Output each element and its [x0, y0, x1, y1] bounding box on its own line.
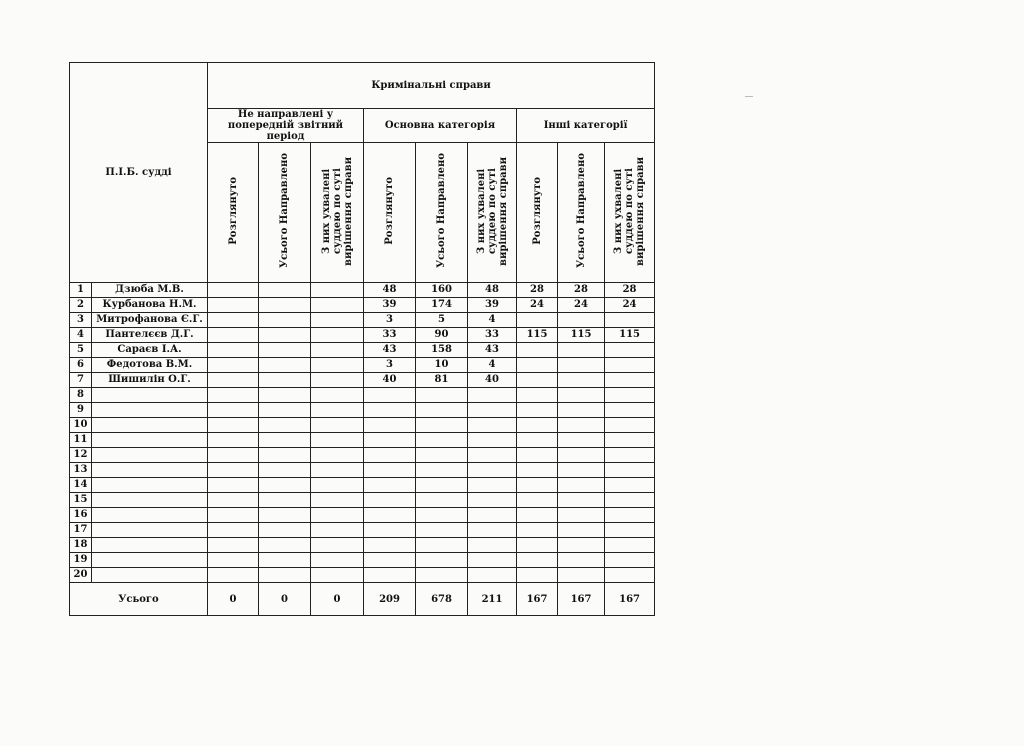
total-cell: 678 [416, 583, 468, 616]
table-cell [208, 553, 259, 568]
table-cell [517, 493, 558, 508]
table-cell [605, 403, 655, 418]
row-number: 18 [70, 538, 92, 553]
table-row [70, 313, 655, 328]
subcolumn-label: З них ухвалені суддею по суті вирішення справи [320, 156, 354, 266]
table-row [70, 433, 655, 448]
table-cell [311, 388, 364, 403]
judge-name: Митрофанова Є.Г. [92, 313, 208, 328]
judge-name [92, 568, 208, 583]
table-cell [605, 553, 655, 568]
total-cell: 0 [208, 583, 259, 616]
table-cell [517, 508, 558, 523]
table-cell [517, 448, 558, 463]
subcolumn-header [416, 143, 468, 283]
table-cell [416, 463, 468, 478]
table-cell: 174 [416, 298, 468, 313]
table-cell [259, 463, 311, 478]
total-cell: 167 [605, 583, 655, 616]
total-cell: 0 [259, 583, 311, 616]
judge-name [92, 403, 208, 418]
table-cell [416, 448, 468, 463]
table-cell: 28 [605, 283, 655, 298]
table-cell [605, 313, 655, 328]
table-cell [311, 478, 364, 493]
table-cell [468, 508, 517, 523]
table-cell [259, 448, 311, 463]
row-number: 12 [70, 448, 92, 463]
table-cell [558, 568, 605, 583]
table-cell [517, 523, 558, 538]
table-cell [605, 373, 655, 388]
table-cell [517, 373, 558, 388]
table-cell [208, 373, 259, 388]
table-cell: 24 [517, 298, 558, 313]
table-cell [558, 358, 605, 373]
table-cell [259, 298, 311, 313]
table-cell: 24 [558, 298, 605, 313]
subcolumn-label: Усього Направлено [279, 153, 290, 269]
table-cell [605, 478, 655, 493]
table-cell [605, 463, 655, 478]
table-cell [558, 373, 605, 388]
table-cell [416, 433, 468, 448]
table-cell [517, 313, 558, 328]
table-cell [311, 448, 364, 463]
table-row [70, 373, 655, 388]
table-cell [208, 313, 259, 328]
table-cell [517, 358, 558, 373]
table-cell [468, 448, 517, 463]
table-cell [311, 568, 364, 583]
table-cell [558, 553, 605, 568]
table-cell [259, 508, 311, 523]
subcolumn-label: З них ухвалені суддею по суті вирішення справи [613, 156, 647, 266]
row-number: 20 [70, 568, 92, 583]
table-cell [517, 433, 558, 448]
table-cell [558, 508, 605, 523]
table-cell [208, 478, 259, 493]
subcolumn-header [468, 143, 517, 283]
table-cell: 24 [605, 298, 655, 313]
table-cell [259, 523, 311, 538]
judge-name [92, 493, 208, 508]
total-cell: 0 [311, 583, 364, 616]
table-cell [259, 568, 311, 583]
table-cell: 158 [416, 343, 468, 358]
table-cell: 3 [364, 358, 416, 373]
judge-name [92, 463, 208, 478]
table-cell [416, 388, 468, 403]
table-row [70, 568, 655, 583]
subcolumn-label: Розглянуто [531, 177, 543, 245]
subcolumn-label: Усього Направлено [436, 153, 447, 269]
judge-name-header: П.І.Б. судді [70, 63, 208, 283]
table-cell [311, 463, 364, 478]
table-row [70, 418, 655, 433]
table-cell [517, 403, 558, 418]
table-cell: 43 [468, 343, 517, 358]
table-cell [558, 448, 605, 463]
table-cell [208, 448, 259, 463]
table-cell [468, 463, 517, 478]
judge-name: Пантелєєв Д.Г. [92, 328, 208, 343]
table-cell [605, 508, 655, 523]
table-cell [468, 478, 517, 493]
table-row [70, 538, 655, 553]
table-cell [311, 553, 364, 568]
row-number: 2 [70, 298, 92, 313]
table-cell [605, 568, 655, 583]
table-cell [558, 388, 605, 403]
table-cell [311, 298, 364, 313]
table-cell: 40 [468, 373, 517, 388]
subcolumn-header [558, 143, 605, 283]
table-cell [364, 433, 416, 448]
table-cell [605, 433, 655, 448]
row-number: 7 [70, 373, 92, 388]
row-number: 15 [70, 493, 92, 508]
table-cell [416, 553, 468, 568]
table-cell [259, 328, 311, 343]
table-cell: 33 [468, 328, 517, 343]
table-cell [364, 493, 416, 508]
table-cell [259, 343, 311, 358]
table-cell [208, 403, 259, 418]
table-cell [311, 538, 364, 553]
table-cell [311, 328, 364, 343]
judge-name [92, 553, 208, 568]
table-cell: 4 [468, 313, 517, 328]
table-cell [468, 403, 517, 418]
table-cell [605, 388, 655, 403]
table-cell [558, 433, 605, 448]
table-cell [468, 418, 517, 433]
subcolumn-header [364, 143, 416, 283]
row-number: 9 [70, 403, 92, 418]
table-cell [259, 373, 311, 388]
table-row [70, 343, 655, 358]
judges-statistics-table [69, 62, 655, 616]
table-cell [558, 538, 605, 553]
row-number: 13 [70, 463, 92, 478]
table-cell: 3 [364, 313, 416, 328]
table-row [70, 448, 655, 463]
table-cell [259, 553, 311, 568]
table-cell [208, 388, 259, 403]
table-cell: 115 [605, 328, 655, 343]
table-row [70, 508, 655, 523]
table-cell: 10 [416, 358, 468, 373]
table-cell [416, 478, 468, 493]
table-cell [208, 328, 259, 343]
table-cell [208, 508, 259, 523]
subcolumn-label: Усього Направлено [575, 153, 587, 269]
table-cell [364, 478, 416, 493]
table-cell [311, 508, 364, 523]
table-cell [416, 523, 468, 538]
table-cell: 90 [416, 328, 468, 343]
group-main-category: Основна категорія [364, 109, 517, 143]
table-row [70, 478, 655, 493]
table-cell [558, 403, 605, 418]
table-cell [605, 448, 655, 463]
total-cell: 167 [517, 583, 558, 616]
table-cell [416, 568, 468, 583]
table-row [70, 463, 655, 478]
table-cell: 115 [558, 328, 605, 343]
group-other-categories: Інші категорії [517, 109, 655, 143]
table-row [70, 493, 655, 508]
table-cell [517, 478, 558, 493]
table-row [70, 388, 655, 403]
subcolumn-header [259, 143, 311, 283]
table-cell: 39 [364, 298, 416, 313]
row-number: 19 [70, 553, 92, 568]
total-row [70, 583, 655, 616]
subcolumn-header [605, 143, 655, 283]
total-cell: 209 [364, 583, 416, 616]
table-cell [208, 298, 259, 313]
table-cell [558, 493, 605, 508]
total-cell: 167 [558, 583, 605, 616]
row-number: 10 [70, 418, 92, 433]
row-number: 4 [70, 328, 92, 343]
row-number: 3 [70, 313, 92, 328]
table-cell [517, 568, 558, 583]
judge-name: Дзюба М.В. [92, 283, 208, 298]
table-cell [558, 418, 605, 433]
table-cell [468, 538, 517, 553]
header-row-title [70, 63, 655, 109]
table-row [70, 298, 655, 313]
table-cell [605, 538, 655, 553]
table-cell [364, 388, 416, 403]
table-cell [311, 343, 364, 358]
section-title: Кримінальні справи [208, 63, 655, 109]
table-cell [517, 538, 558, 553]
table-cell [517, 388, 558, 403]
table-cell [416, 403, 468, 418]
table-cell [311, 523, 364, 538]
table-cell [259, 313, 311, 328]
row-number: 8 [70, 388, 92, 403]
table-row [70, 403, 655, 418]
table-cell [364, 508, 416, 523]
scan-artifact [745, 96, 753, 97]
group-not-sent-previous: Не направлені у попередній звітний період [208, 109, 364, 143]
table-cell: 115 [517, 328, 558, 343]
table-row [70, 553, 655, 568]
table-cell [558, 478, 605, 493]
subcolumn-label: Розглянуто [384, 177, 395, 245]
total-label: Усього [70, 583, 208, 616]
table-cell [208, 418, 259, 433]
table-cell [517, 553, 558, 568]
table-cell [259, 403, 311, 418]
row-number: 5 [70, 343, 92, 358]
table-cell: 28 [517, 283, 558, 298]
table-cell [468, 523, 517, 538]
judge-name [92, 508, 208, 523]
table-cell [364, 448, 416, 463]
table-cell [605, 523, 655, 538]
table-cell [558, 343, 605, 358]
table-cell [208, 493, 259, 508]
table-cell [416, 493, 468, 508]
table-cell [259, 433, 311, 448]
table-row [70, 328, 655, 343]
judge-name [92, 418, 208, 433]
table-cell [208, 358, 259, 373]
table-cell [468, 388, 517, 403]
table-cell [259, 538, 311, 553]
table-cell [364, 553, 416, 568]
table-cell [259, 478, 311, 493]
table-cell [259, 283, 311, 298]
table-cell [517, 463, 558, 478]
table-cell [208, 523, 259, 538]
table-cell [311, 283, 364, 298]
table-cell [259, 358, 311, 373]
table-cell: 39 [468, 298, 517, 313]
table-cell [364, 568, 416, 583]
table-cell [558, 313, 605, 328]
row-number: 11 [70, 433, 92, 448]
table-cell [364, 403, 416, 418]
row-number: 6 [70, 358, 92, 373]
table-cell [208, 283, 259, 298]
table-cell [364, 463, 416, 478]
judge-name: Федотова В.М. [92, 358, 208, 373]
table-cell: 40 [364, 373, 416, 388]
table-cell: 4 [468, 358, 517, 373]
table-cell [311, 418, 364, 433]
table-cell [416, 538, 468, 553]
table-cell: 5 [416, 313, 468, 328]
row-number: 14 [70, 478, 92, 493]
table-cell [416, 418, 468, 433]
table-cell: 33 [364, 328, 416, 343]
subcolumn-label: Розглянуто [227, 177, 239, 245]
table-cell [259, 493, 311, 508]
subcolumn-header [517, 143, 558, 283]
table-cell: 48 [468, 283, 517, 298]
table-cell [208, 343, 259, 358]
table-cell: 160 [416, 283, 468, 298]
table-cell [259, 388, 311, 403]
subcolumn-header [311, 143, 364, 283]
judge-name [92, 523, 208, 538]
table-cell [208, 463, 259, 478]
judge-name: Сараєв І.А. [92, 343, 208, 358]
total-cell: 211 [468, 583, 517, 616]
table-row [70, 283, 655, 298]
table-row [70, 358, 655, 373]
table-cell [468, 433, 517, 448]
table-cell [468, 553, 517, 568]
table-cell [517, 343, 558, 358]
table-cell [208, 433, 259, 448]
judge-name [92, 478, 208, 493]
table-cell [605, 418, 655, 433]
subcolumn-label: З них ухвалені суддею по суті вирішення справи [475, 156, 509, 266]
table-cell [208, 568, 259, 583]
judge-name [92, 448, 208, 463]
table-cell [517, 418, 558, 433]
table-cell [558, 463, 605, 478]
table-cell [605, 493, 655, 508]
table-row [70, 523, 655, 538]
row-number: 17 [70, 523, 92, 538]
table-cell [468, 493, 517, 508]
judge-name [92, 433, 208, 448]
table-cell [468, 568, 517, 583]
table-cell [311, 373, 364, 388]
subcolumn-header [208, 143, 259, 283]
table-cell [364, 523, 416, 538]
row-number: 16 [70, 508, 92, 523]
table-cell [311, 403, 364, 418]
row-number: 1 [70, 283, 92, 298]
table-cell [311, 358, 364, 373]
table-cell [364, 418, 416, 433]
table-cell [311, 493, 364, 508]
table-cell [605, 343, 655, 358]
table-cell [311, 313, 364, 328]
table-cell [311, 433, 364, 448]
judge-name: Курбанова Н.М. [92, 298, 208, 313]
judge-name: Шишилін О.Г. [92, 373, 208, 388]
table-cell [259, 418, 311, 433]
table-cell [364, 538, 416, 553]
table-cell [416, 508, 468, 523]
table-cell: 81 [416, 373, 468, 388]
table-cell: 28 [558, 283, 605, 298]
judge-name [92, 538, 208, 553]
table-cell [208, 538, 259, 553]
table-cell: 43 [364, 343, 416, 358]
table-cell [605, 358, 655, 373]
judge-name [92, 388, 208, 403]
table-cell [558, 523, 605, 538]
table-cell: 48 [364, 283, 416, 298]
